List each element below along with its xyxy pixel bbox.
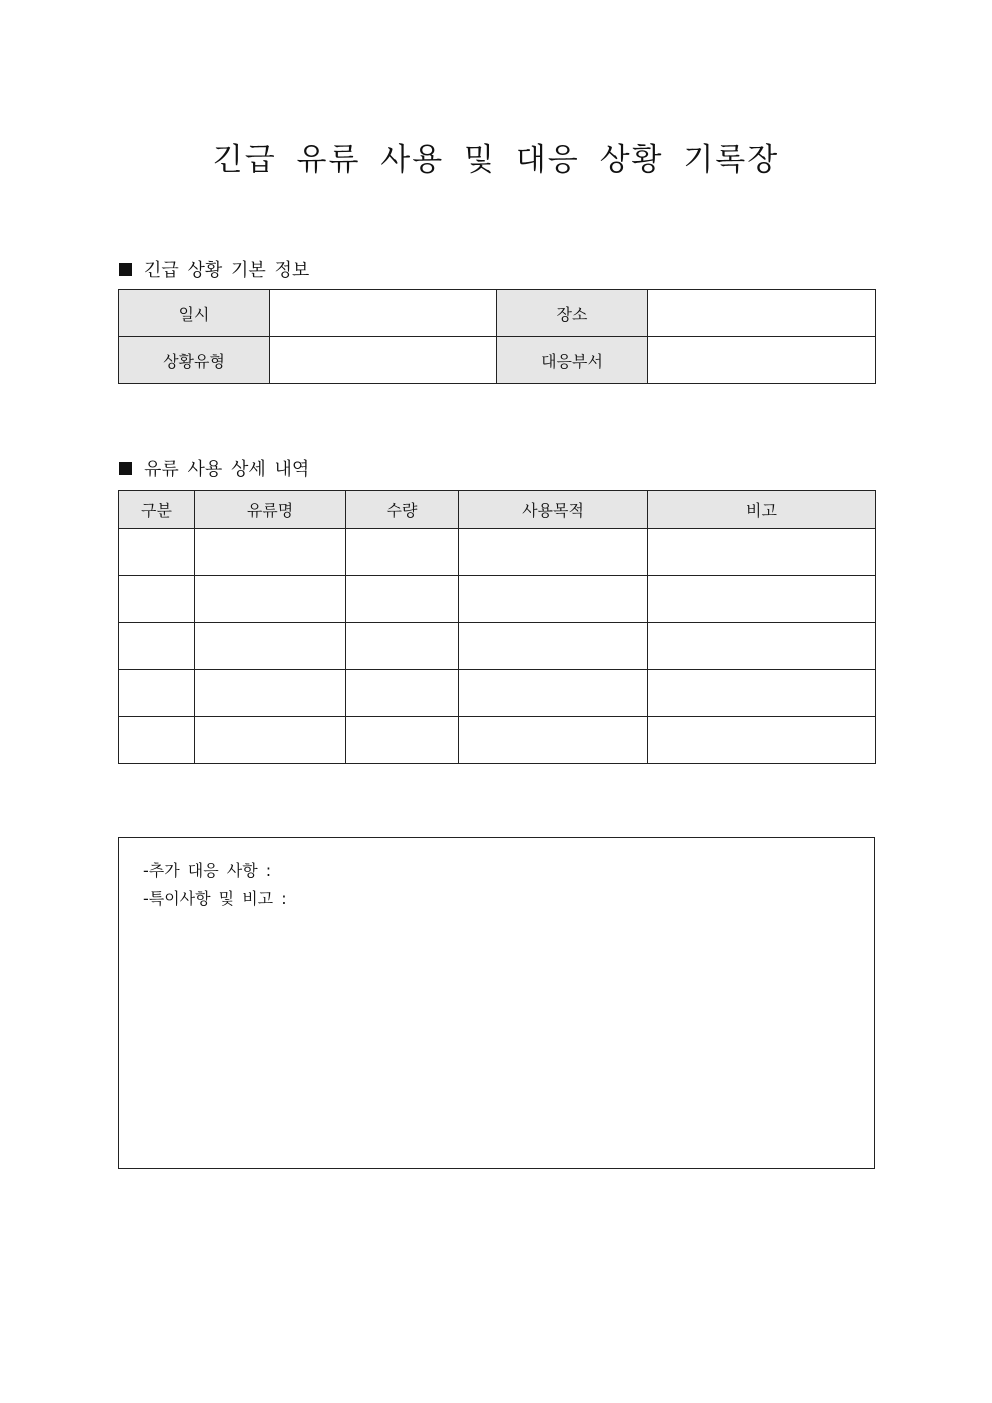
table-cell[interactable] (119, 529, 195, 576)
table-row (119, 337, 876, 384)
table-cell[interactable] (346, 623, 459, 670)
table-cell[interactable] (459, 670, 648, 717)
table-cell[interactable] (648, 670, 876, 717)
section-heading-label: 긴급 상황 기본 정보 (144, 260, 310, 281)
column-header: 비고 (648, 491, 876, 529)
table-cell[interactable] (648, 623, 876, 670)
column-header: 사용목적 (459, 491, 648, 529)
response-dept-label: 대응부서 (497, 337, 648, 384)
situation-type-label: 상황유형 (119, 337, 270, 384)
basic-info-table (118, 289, 876, 384)
situation-type-value-cell[interactable] (270, 337, 497, 384)
table-cell[interactable] (459, 717, 648, 764)
section-heading-fuel-details (119, 455, 309, 481)
table-cell[interactable] (459, 576, 648, 623)
section-heading-basic-info (119, 256, 309, 282)
fuel-usage-table (118, 490, 876, 764)
table-cell[interactable] (346, 717, 459, 764)
table-row (119, 290, 876, 337)
table-header-row (119, 491, 876, 529)
black-square-icon (119, 263, 132, 276)
table-cell[interactable] (195, 623, 346, 670)
notes-box[interactable] (118, 837, 875, 1169)
additional-response-label: -추가 대응 사항 : (143, 861, 272, 880)
table-cell[interactable] (648, 529, 876, 576)
table-cell[interactable] (346, 529, 459, 576)
table-cell[interactable] (346, 670, 459, 717)
black-square-icon (119, 462, 132, 475)
table-cell[interactable] (195, 529, 346, 576)
table-cell[interactable] (648, 717, 876, 764)
date-value-cell[interactable] (270, 290, 497, 337)
remarks-label: -특이사항 및 비고 : (143, 889, 287, 908)
table-cell[interactable] (195, 576, 346, 623)
response-dept-value-cell[interactable] (648, 337, 876, 384)
table-cell[interactable] (119, 717, 195, 764)
column-header: 유류명 (195, 491, 346, 529)
location-label: 장소 (497, 290, 648, 337)
table-cell[interactable] (346, 576, 459, 623)
column-header: 구분 (119, 491, 195, 529)
document-title: 긴급 유류 사용 및 대응 상황 기록장 (212, 142, 780, 178)
column-header: 수량 (346, 491, 459, 529)
table-cell[interactable] (648, 576, 876, 623)
table-row (119, 670, 876, 717)
table-row (119, 717, 876, 764)
section-heading-label: 유류 사용 상세 내역 (144, 459, 310, 480)
table-row (119, 623, 876, 670)
date-label: 일시 (119, 290, 270, 337)
table-cell[interactable] (459, 623, 648, 670)
table-cell[interactable] (119, 623, 195, 670)
table-cell[interactable] (195, 670, 346, 717)
table-cell[interactable] (459, 529, 648, 576)
table-cell[interactable] (195, 717, 346, 764)
table-row (119, 576, 876, 623)
table-cell[interactable] (119, 670, 195, 717)
table-row (119, 529, 876, 576)
table-cell[interactable] (119, 576, 195, 623)
location-value-cell[interactable] (648, 290, 876, 337)
